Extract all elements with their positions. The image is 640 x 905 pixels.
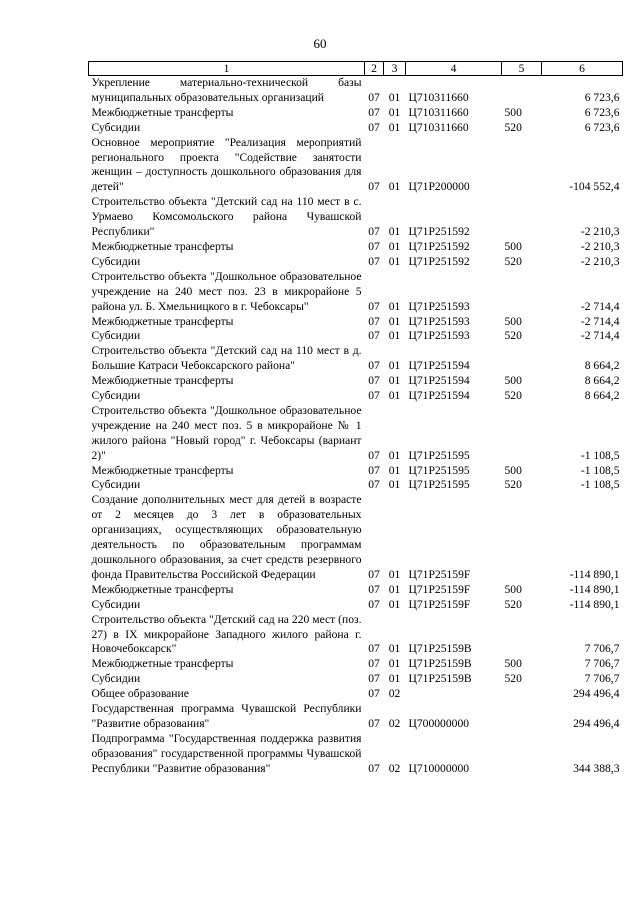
target-article-code: Ц71P25159B xyxy=(408,672,472,686)
table-row xyxy=(89,404,623,464)
table-row xyxy=(89,672,623,687)
amount: 8 664,2 xyxy=(584,359,620,373)
table-row xyxy=(89,613,623,658)
table-row xyxy=(89,493,623,582)
expense-type-code xyxy=(502,344,542,374)
subsection-code: 01 xyxy=(388,642,401,656)
subsection-code: 01 xyxy=(388,478,401,492)
column-header: 2 xyxy=(365,62,384,76)
amount: -1 108,5 xyxy=(580,448,620,462)
amount: 6 723,6 xyxy=(584,90,620,104)
item-name: Субсидии xyxy=(91,120,141,134)
section-code: 07 xyxy=(368,239,380,253)
target-article-code: Ц700000000 xyxy=(408,716,470,730)
expense-type-code: 520 xyxy=(504,120,522,134)
expense-type-code xyxy=(502,404,542,464)
target-article-code: Ц710311660 xyxy=(408,120,469,134)
item-name: Межбюджетные трансферты xyxy=(91,239,234,253)
item-name: Подпрограмма "Государственная поддержка развития образования" государственной программы Чувашской Республики "Развитие образования" xyxy=(91,731,362,775)
target-article-code: Ц71P251592 xyxy=(408,239,470,253)
expense-type-code: 520 xyxy=(504,478,522,492)
amount: 8 664,2 xyxy=(584,389,620,403)
target-article-code: Ц71P251594 xyxy=(408,374,470,388)
subsection-code: 01 xyxy=(388,597,401,611)
expense-type-code xyxy=(502,702,542,732)
table-row xyxy=(89,136,623,196)
subsection-code: 01 xyxy=(388,672,401,686)
section-code: 07 xyxy=(368,687,380,701)
expense-type-code xyxy=(502,76,542,106)
amount: -2 210,3 xyxy=(580,225,620,239)
item-name: Государственная программа Чувашской Республики "Развитие образования" xyxy=(91,702,362,730)
table-row xyxy=(89,732,623,777)
expense-type-code: 500 xyxy=(504,657,522,671)
target-article-code xyxy=(406,687,502,702)
subsection-code: 02 xyxy=(388,687,401,701)
subsection-code: 01 xyxy=(388,582,401,596)
subsection-code: 01 xyxy=(388,254,401,268)
item-name: Основное мероприятие "Реализация мероприятий регионального проекта "Содействие занятости женщин – доступность дошкольного образования для детей" xyxy=(91,135,362,194)
item-name: Строительство объекта "Детский сад на 110 мест в с. Урмаево Комсомольского района Чувашской Республики" xyxy=(91,195,362,239)
table-row xyxy=(89,329,623,344)
table-row xyxy=(89,583,623,598)
expense-type-code xyxy=(502,136,542,196)
section-code: 07 xyxy=(368,567,380,581)
item-name: Межбюджетные трансферты xyxy=(91,105,234,119)
subsection-code: 01 xyxy=(388,314,401,328)
item-name: Межбюджетные трансферты xyxy=(91,582,234,596)
section-code: 07 xyxy=(368,389,380,403)
target-article-code: Ц71P251592 xyxy=(408,254,470,268)
column-header: 3 xyxy=(384,62,406,76)
subsection-code: 01 xyxy=(388,239,401,253)
target-article-code: Ц71P251595 xyxy=(408,463,470,477)
expense-type-code: 520 xyxy=(504,672,522,686)
item-name: Межбюджетные трансферты xyxy=(91,463,234,477)
amount: 294 496,4 xyxy=(573,687,620,701)
subsection-code: 01 xyxy=(388,448,401,462)
subsection-code: 01 xyxy=(388,359,401,373)
table-row xyxy=(89,344,623,374)
subsection-code: 01 xyxy=(388,180,401,194)
section-code: 07 xyxy=(368,672,380,686)
section-code: 07 xyxy=(368,299,380,313)
subsection-code: 02 xyxy=(388,716,401,730)
amount: -2 714,4 xyxy=(580,299,620,313)
amount: 6 723,6 xyxy=(584,120,620,134)
expense-type-code xyxy=(502,687,542,702)
item-name: Строительство объекта "Детский сад на 110 мест в д. Большие Катраси Чебоксарского района" xyxy=(91,344,362,373)
table-row xyxy=(89,255,623,270)
amount: 344 388,3 xyxy=(573,761,620,775)
section-code: 07 xyxy=(368,180,380,194)
target-article-code: Ц710311660 xyxy=(408,105,469,119)
amount: 7 706,7 xyxy=(584,657,620,671)
page-number: 60 xyxy=(313,36,327,51)
expense-type-code xyxy=(502,732,542,777)
target-article-code: Ц71P251593 xyxy=(408,314,470,328)
column-header: 5 xyxy=(502,62,542,76)
section-code: 07 xyxy=(368,597,380,611)
target-article-code: Ц71P251595 xyxy=(408,478,470,492)
subsection-code: 01 xyxy=(388,567,401,581)
target-article-code: Ц71P251592 xyxy=(408,225,470,239)
target-article-code: Ц71P251594 xyxy=(408,359,470,373)
table-row xyxy=(89,240,623,255)
table-row xyxy=(89,106,623,121)
amount: -2 210,3 xyxy=(580,254,620,268)
amount: -114 890,1 xyxy=(569,597,620,611)
subsection-code: 01 xyxy=(388,225,401,239)
table-row xyxy=(89,687,623,702)
item-name: Строительство объекта "Дошкольное образовательное учреждение на 240 мест поз. 5 в микрорайоне № 1 жилого района "Новый город" г. Чебоксары (вариант 2)" xyxy=(91,403,362,462)
section-code: 07 xyxy=(368,642,380,656)
budget-table xyxy=(88,61,623,777)
subsection-code: 01 xyxy=(388,90,401,104)
table-header-row xyxy=(89,62,623,76)
table-row xyxy=(89,374,623,389)
amount: -2 714,4 xyxy=(580,329,620,343)
amount: -114 890,1 xyxy=(569,567,620,581)
target-article-code: Ц71P25159B xyxy=(408,642,472,656)
item-name: Субсидии xyxy=(91,672,141,686)
target-article-code: Ц71P25159F xyxy=(408,582,471,596)
target-article-code: Ц71P25159F xyxy=(408,567,471,581)
expense-type-code: 520 xyxy=(504,597,522,611)
subsection-code: 01 xyxy=(388,463,401,477)
expense-type-code: 520 xyxy=(504,389,522,403)
section-code: 07 xyxy=(368,761,380,775)
section-code: 07 xyxy=(368,120,380,134)
amount: -114 890,1 xyxy=(569,582,620,596)
item-name: Общее образование xyxy=(91,687,189,701)
expense-type-code: 500 xyxy=(504,239,522,253)
amount: 7 706,7 xyxy=(584,642,620,656)
target-article-code: Ц71P200000 xyxy=(408,180,470,194)
section-code: 07 xyxy=(368,478,380,492)
target-article-code: Ц710000000 xyxy=(408,761,470,775)
item-name: Укрепление материально-технической базы муниципальных образовательных организаций xyxy=(91,76,362,104)
table-row xyxy=(89,464,623,479)
column-header: 6 xyxy=(542,62,623,76)
table-row xyxy=(89,478,623,493)
amount: 8 664,2 xyxy=(584,374,620,388)
expense-type-code: 500 xyxy=(504,105,522,119)
column-header: 4 xyxy=(406,62,502,76)
subsection-code: 01 xyxy=(388,657,401,671)
amount: 7 706,7 xyxy=(584,672,620,686)
table-row xyxy=(89,76,623,106)
table-row xyxy=(89,702,623,732)
expense-type-code: 500 xyxy=(504,314,522,328)
subsection-code: 01 xyxy=(388,120,401,134)
expense-type-code xyxy=(502,270,542,315)
subsection-code: 01 xyxy=(388,329,401,343)
subsection-code: 01 xyxy=(388,374,401,388)
expense-type-code: 500 xyxy=(504,463,522,477)
section-code: 07 xyxy=(368,90,380,104)
item-name: Межбюджетные трансферты xyxy=(91,657,234,671)
amount: 294 496,4 xyxy=(573,716,620,730)
item-name: Межбюджетные трансферты xyxy=(91,314,234,328)
target-article-code: Ц71P251595 xyxy=(408,448,470,462)
item-name: Субсидии xyxy=(91,254,141,268)
subsection-code: 01 xyxy=(388,105,401,119)
amount: -2 210,3 xyxy=(580,239,620,253)
item-name: Субсидии xyxy=(91,329,141,343)
section-code: 07 xyxy=(368,657,380,671)
expense-type-code: 520 xyxy=(504,254,522,268)
table-row xyxy=(89,270,623,315)
expense-type-code: 500 xyxy=(504,374,522,388)
target-article-code: Ц71P25159B xyxy=(408,657,472,671)
section-code: 07 xyxy=(368,314,380,328)
table-row xyxy=(89,315,623,330)
expense-type-code: 520 xyxy=(504,329,522,343)
section-code: 07 xyxy=(368,359,380,373)
section-code: 07 xyxy=(368,105,380,119)
expense-type-code xyxy=(502,493,542,582)
amount: -2 714,4 xyxy=(580,314,620,328)
item-name: Создание дополнительных мест для детей в возрасте от 2 месяцев до 3 лет в образовательных организациях, осуществляющих образовательную деятельность по образовательным программам дошкольного образования, за счет средств резервного фонда Правительства Российской Федерации xyxy=(91,493,362,581)
section-code: 07 xyxy=(368,374,380,388)
amount: -1 108,5 xyxy=(580,478,620,492)
target-article-code: Ц71P251594 xyxy=(408,389,470,403)
section-code: 07 xyxy=(368,254,380,268)
section-code: 07 xyxy=(368,225,380,239)
table-row xyxy=(89,195,623,240)
subsection-code: 01 xyxy=(388,299,401,313)
item-name: Межбюджетные трансферты xyxy=(91,374,234,388)
section-code: 07 xyxy=(368,582,380,596)
section-code: 07 xyxy=(368,329,380,343)
expense-type-code: 500 xyxy=(504,582,522,596)
column-header: 1 xyxy=(89,62,365,76)
target-article-code: Ц710311660 xyxy=(408,90,469,104)
item-name: Строительство объекта "Детский сад на 220 мест (поз. 27) в IX микрорайоне Западного жилого района г. Новочебоксарск" xyxy=(91,612,362,656)
section-code: 07 xyxy=(368,448,380,462)
table-row xyxy=(89,389,623,404)
target-article-code: Ц71P251593 xyxy=(408,329,470,343)
amount: 6 723,6 xyxy=(584,105,620,119)
target-article-code: Ц71P251593 xyxy=(408,299,470,313)
amount: -104 552,4 xyxy=(569,180,620,194)
item-name: Строительство объекта "Дошкольное образовательное учреждение на 240 мест поз. 23 в микрорайоне 5 района ул. Б. Хмельницкого в г. Чебоксары" xyxy=(91,269,362,313)
item-name: Субсидии xyxy=(91,597,141,611)
subsection-code: 02 xyxy=(388,761,401,775)
table-row xyxy=(89,598,623,613)
target-article-code: Ц71P25159F xyxy=(408,597,471,611)
expense-type-code xyxy=(502,613,542,658)
item-name: Субсидии xyxy=(91,389,141,403)
item-name: Субсидии xyxy=(91,478,141,492)
table-row xyxy=(89,121,623,136)
table-row xyxy=(89,657,623,672)
amount: -1 108,5 xyxy=(580,463,620,477)
section-code: 07 xyxy=(368,463,380,477)
subsection-code: 01 xyxy=(388,389,401,403)
section-code: 07 xyxy=(368,716,380,730)
expense-type-code xyxy=(502,195,542,240)
